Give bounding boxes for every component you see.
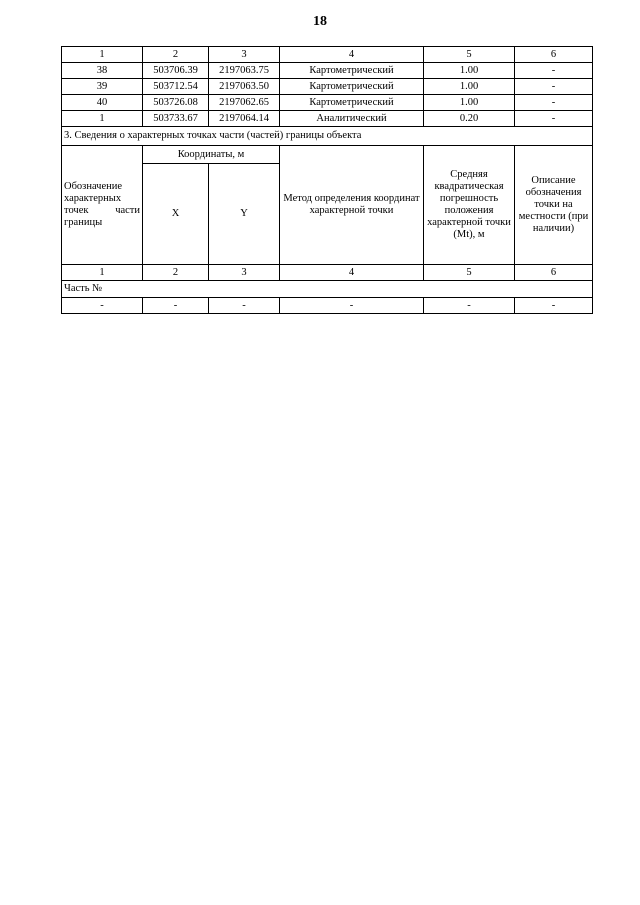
empty-cell: - <box>280 298 424 314</box>
coord-x: 503726.08 <box>143 95 209 111</box>
numbering-cell: 6 <box>515 265 593 281</box>
header-x: X <box>143 164 209 265</box>
empty-cell: - <box>209 298 280 314</box>
error-value: 1.00 <box>424 63 515 79</box>
empty-cell: - <box>424 298 515 314</box>
coord-x: 503733.67 <box>143 111 209 127</box>
section-title: 3. Сведения о характерных точках части (частей) границы объекта <box>62 127 593 146</box>
numbering-cell: 5 <box>424 265 515 281</box>
description: - <box>515 95 593 111</box>
point-number: 38 <box>62 63 143 79</box>
header-cell: 6 <box>515 47 593 63</box>
table-row <box>62 95 593 111</box>
method: Картометрический <box>280 79 424 95</box>
error-value: 0.20 <box>424 111 515 127</box>
header-error: Средняя квадратическая погрешность положения характерной точки (Mt), м <box>424 146 515 265</box>
point-number: 40 <box>62 95 143 111</box>
numbering-row <box>62 265 593 281</box>
method: Аналитический <box>280 111 424 127</box>
header-cell: 2 <box>143 47 209 63</box>
header-cell: 3 <box>209 47 280 63</box>
point-number: 1 <box>62 111 143 127</box>
empty-cell: - <box>62 298 143 314</box>
table-row <box>62 63 593 79</box>
numbering-cell: 2 <box>143 265 209 281</box>
coord-y: 2197063.50 <box>209 79 280 95</box>
header-method: Метод определения координат характерной точки <box>280 146 424 265</box>
part-row <box>62 281 593 298</box>
coord-x: 503712.54 <box>143 79 209 95</box>
coord-x: 503706.39 <box>143 63 209 79</box>
coord-y: 2197062.65 <box>209 95 280 111</box>
method: Картометрический <box>280 63 424 79</box>
header-cell: 4 <box>280 47 424 63</box>
page-number: 18 <box>313 14 327 29</box>
part-label: Часть № <box>62 281 593 298</box>
header-description: Описание обозначения точки на местности (при наличии) <box>515 146 593 265</box>
empty-cell: - <box>143 298 209 314</box>
numbering-cell: 1 <box>62 265 143 281</box>
description: - <box>515 111 593 127</box>
table-row <box>62 111 593 127</box>
description: - <box>515 63 593 79</box>
header-cell: 5 <box>424 47 515 63</box>
section-header-row <box>62 146 593 164</box>
description: - <box>515 79 593 95</box>
empty-cell: - <box>515 298 593 314</box>
error-value: 1.00 <box>424 95 515 111</box>
header-coordinates: Координаты, м <box>143 146 280 164</box>
numbering-cell: 4 <box>280 265 424 281</box>
table-row <box>62 298 593 314</box>
header-cell: 1 <box>62 47 143 63</box>
header-y: Y <box>209 164 280 265</box>
header-designation: Обозначение характерных точек части границы <box>62 146 143 265</box>
point-number: 39 <box>62 79 143 95</box>
coordinates-table <box>61 46 593 314</box>
section-title-row <box>62 127 593 146</box>
numbering-cell: 3 <box>209 265 280 281</box>
coord-y: 2197064.14 <box>209 111 280 127</box>
error-value: 1.00 <box>424 79 515 95</box>
coord-y: 2197063.75 <box>209 63 280 79</box>
table-header-row <box>62 47 593 63</box>
method: Картометрический <box>280 95 424 111</box>
table-row <box>62 79 593 95</box>
